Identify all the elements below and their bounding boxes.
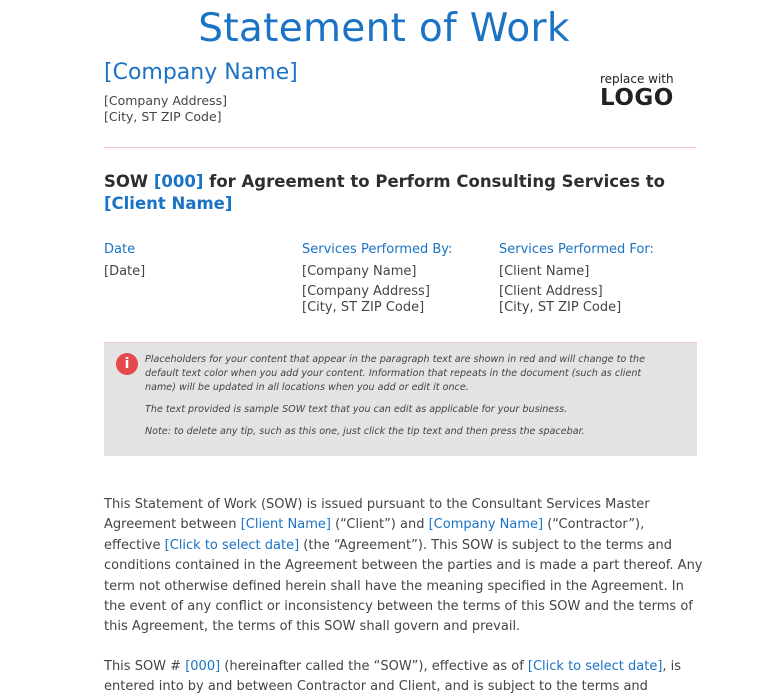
company-name-field[interactable]: [Company Name] (428, 517, 544, 533)
performed-by-label: Services Performed By: (302, 242, 453, 257)
company-name[interactable]: [Company Name] (104, 60, 298, 85)
sow-paragraph (104, 657, 704, 698)
intro-text-1: This Statement of Work (SOW) is issued pursuant to the Consultant Services Master Agreement between (104, 497, 650, 533)
sow-heading-prefix: SOW (104, 172, 154, 191)
sow-text-2: (hereinafter called the “SOW”), effective as of (220, 659, 528, 674)
date-value[interactable]: [Date] (104, 264, 146, 279)
company-address[interactable]: [Company Address] (104, 93, 227, 108)
sow-number-field[interactable]: [000] (185, 659, 221, 674)
intro-text-2: (“Client”) and (330, 517, 429, 533)
document-title: Statement of Work (198, 6, 570, 51)
sow-text-3: , is entered into by and between Contractor and Client, and is subject to the terms and (104, 659, 682, 695)
intro-text-4: (the “Agreement”). This SOW is subject to the terms and conditions contained in the Agreement between the parties and is made a part thereof. Any term not otherwise defined herein shall have the meaning specified in the Agreement. In the event of any conflict or inconsistency between the terms of this SOW and the terms of this Agreement, the terms of this SOW shall govern and prevail. (104, 537, 703, 635)
performed-for-label: Services Performed For: (499, 242, 654, 257)
tip-paragraph-3: Note: to delete any tip, such as this one, just click the tip text and then press the spacebar. (145, 426, 585, 437)
agreement-date-picker[interactable]: [Click to select date] (164, 537, 300, 553)
client-name-placeholder[interactable]: [Client Name] (104, 194, 233, 213)
performed-by-city[interactable]: [City, ST ZIP Code] (302, 300, 425, 315)
intro-text-3: (“Contractor”), effective (104, 517, 645, 553)
logo-caption: replace with (600, 72, 674, 86)
performed-for-name[interactable]: [Client Name] (499, 264, 590, 279)
sow-date-picker[interactable]: [Click to select date] (527, 659, 663, 674)
date-label: Date (104, 242, 136, 257)
tip-paragraph-2: The text provided is sample SOW text that you can edit as applicable for your business. (145, 404, 568, 415)
sow-number-placeholder[interactable]: [000] (153, 172, 204, 191)
header-divider (104, 147, 696, 148)
info-icon: i (116, 353, 138, 375)
performed-by-address[interactable]: [Company Address] (302, 284, 430, 299)
performed-for-city[interactable]: [City, ST ZIP Code] (499, 300, 622, 315)
tip-box[interactable] (104, 342, 697, 456)
performed-for-column (499, 240, 654, 316)
tip-paragraph-1: Placeholders for your content that appear in the paragraph text are shown in red and will change to the default text color when you add your content. Information that repeats in the document (such as client name) will be updated in all locations when you add or edit it once. (145, 354, 646, 393)
tip-text[interactable] (145, 353, 670, 447)
performed-by-column (302, 240, 452, 316)
performed-by-name[interactable]: [Company Name] (302, 264, 417, 279)
sow-text-1: This SOW # (104, 659, 186, 674)
sow-heading (104, 171, 700, 215)
date-column (104, 240, 145, 280)
company-city-state-zip[interactable]: [City, ST ZIP Code] (104, 109, 222, 124)
sow-heading-middle: for Agreement to Perform Consulting Services to (203, 172, 666, 191)
logo-placeholder[interactable] (600, 72, 700, 110)
performed-for-address[interactable]: [Client Address] (499, 284, 603, 299)
logo-text: LOGO (600, 85, 674, 111)
intro-paragraph (104, 495, 704, 638)
client-name-field[interactable]: [Client Name] (240, 517, 331, 533)
